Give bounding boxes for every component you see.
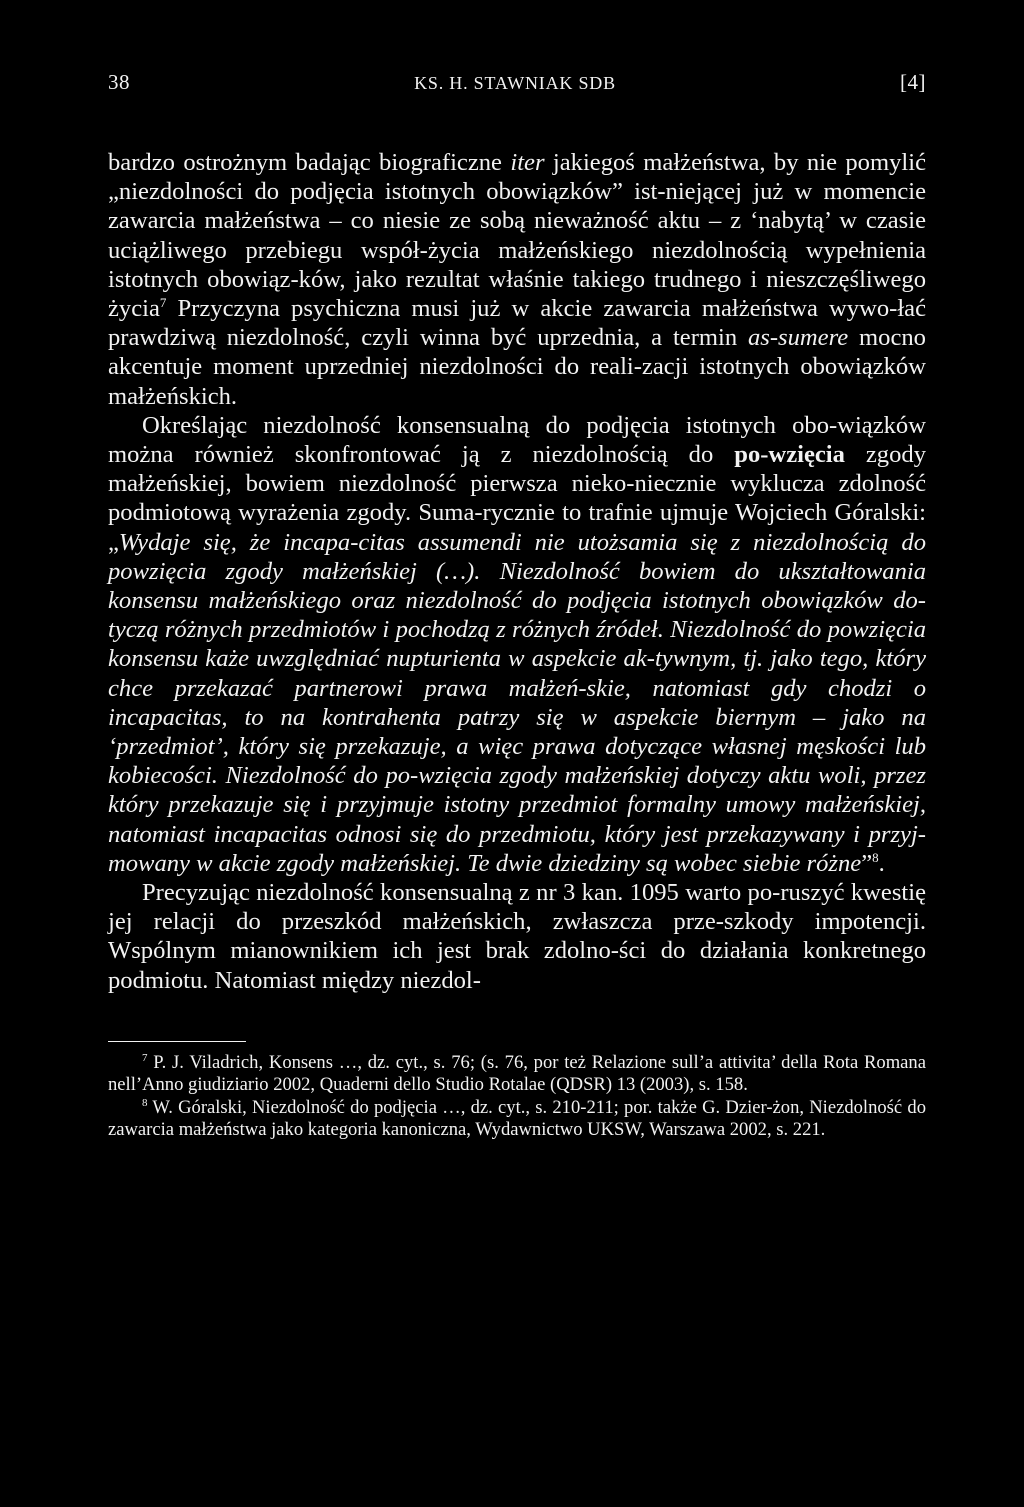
footnote-text: W. Góralski, Niezdolność do podjęcia …, dz. cyt., s. 210-211; por. także G. Dzier-żon, Niezdolność do zawarcia małżeństwa jako kategoria kanoniczna, Wydawnictwo UKSW, Warszawa 2002, s. 221. <box>108 1096 926 1141</box>
footnote-8 <box>108 1097 926 1142</box>
footnote-divider <box>108 1041 246 1042</box>
footnote-ref-7[interactable]: 7 <box>159 294 167 310</box>
italic-quote: Wydaje się, że incapa-citas assumendi nie utożsamia się z niezdolnością do powzięcia zgody małżeńskiej (…). Niezdolność bowiem do ukształtowania konsensu małżeńskiego oraz niezdolność do podjęcia istotnych obowiązków do-tyczą różnych przedmiotów i pochodzą z różnych źródeł. Niezdolność do powzięcia konsensu każe uwzględniać nupturienta w aspekcie ak-tywnym, tj. jako tego, który chce przekazać partnerowi prawa małżeń-skie, natomiast gdy chodzi o incapacitas, to na kontrahenta patrzy się w aspekcie biernym – jako na ‘przedmiot’, który się przekazuje, a więc prawa dotyczące własnej męskości lub kobiecości. Niezdolność do po-wzięcia zgody małżeńskiej dotyczy aktu woli, przez który przekazuje się i przyjmuje istotny przedmiot formalny umowy małżeńskiej, natomiast incapacitas odnosi się do przedmiotu, który jest przekazywany i przyj-mowany w akcie zgody małżeńskiej. Te dwie dziedziny są wobec siebie różne <box>108 528 926 877</box>
bold-term-powziecia: po-wzięcia <box>734 441 845 469</box>
text-span: jakiegoś małżeństwa, by nie pomylić „niezdolności do podjęcia istotnych obowiązków” ist-niejącej już w momencie zawarcia małżeństwa – co niesie ze sobą nieważność aktu – z ‘nabytą’ w czasie uciążliwego przebiegu współ-życia małżeńskiego niezdolnością wypełnienia istotnych obowiąz-ków, jako rezultat właśnie takiego trudnego i nieszczęśliwego życia <box>108 149 926 323</box>
paragraph-2 <box>108 411 926 878</box>
page-header <box>108 70 926 100</box>
footnote-number: 7 <box>142 1051 148 1064</box>
text-span: ” <box>861 849 873 877</box>
running-title: KS. H. STAWNIAK SDB <box>414 73 616 93</box>
footnote-number: 8 <box>142 1096 148 1109</box>
italic-term-assumere: as-sumere <box>748 324 849 352</box>
text-span: zgody małżeńskiej, bowiem niezdolność pierwsza nieko-niecznie wyklucza zdolność podmiotową wyrażenia zgody. Suma-rycznie to trafnie ujmuje Wojciech Góralski: „ <box>108 441 926 556</box>
text-span: Przyczyna psychiczna musi już w akcie zawarcia małżeństwa wywo-łać prawdziwą niezdolność, czyli winna być uprzednia, a termin <box>108 295 926 352</box>
text-span: . <box>878 849 885 877</box>
paragraph-3: Precyzując niezdolność konsensualną z nr 3 kan. 1095 warto po-ruszyć kwestię jej relacji do przeszkód małżeńskich, zwłaszcza prze-szkody impotencji. Wspólnym mianownikiem ich jest brak zdolno-ści do działania konkretnego podmiotu. Natomiast między niezdol- <box>108 879 926 994</box>
text-span: mocno akcentuje moment uprzedniej niezdolności do reali-zacji istotnych obowiązków małżeńskich. <box>108 324 926 410</box>
paragraph-1 <box>108 148 926 411</box>
body-text <box>108 148 926 995</box>
text-span: Określając niezdolność konsensualną do podjęcia istotnych obo-wiązków można również skonfrontować ją z niezdolnością do <box>108 411 926 469</box>
footnote-7 <box>108 1052 926 1097</box>
page-number: 38 <box>108 70 130 94</box>
footnote-ref-8[interactable]: 8 <box>872 849 879 865</box>
document-page <box>108 70 926 1142</box>
text-span: bardzo ostrożnym badając biograficzne <box>108 149 511 176</box>
section-marker: [4] <box>899 70 926 94</box>
footnotes <box>108 1052 926 1142</box>
italic-term-iter: iter <box>510 149 545 176</box>
footnote-text: P. J. Viladrich, Konsens …, dz. cyt., s. 76; (s. 76, por też Relazione sull’a attivita’ della Rota Romana nell’Anno giudiziario 2002, Quaderni dello Studio Rotalae (QDSR) 13 (2003), s. 158. <box>108 1051 926 1096</box>
